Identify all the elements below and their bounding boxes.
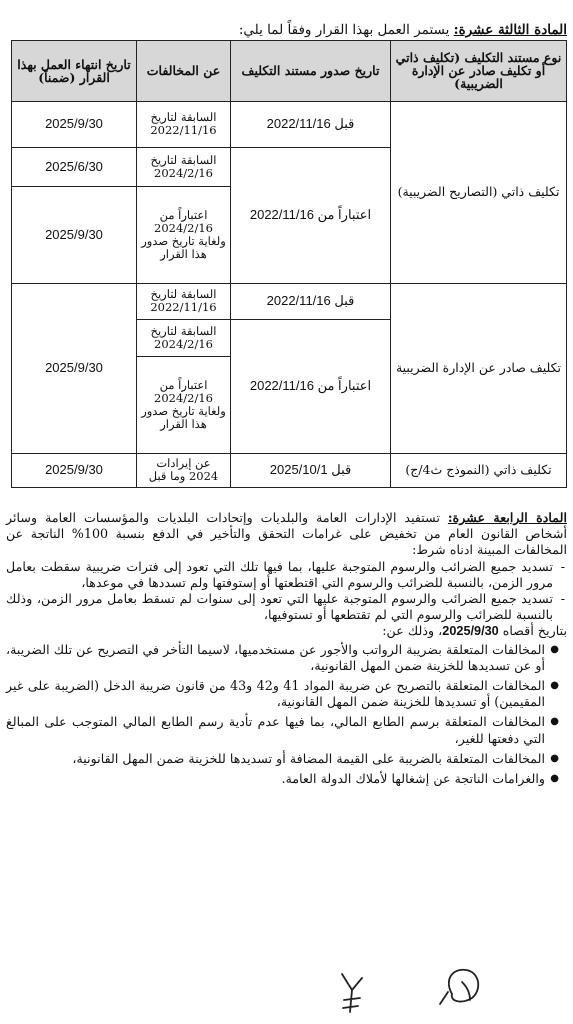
- list-item: ● المخالفات المتعلقة بالتصريح عن ضريبة المواد 41 و42 و43 من قانون ضريبة الدخل (الضريبة على غير المقيمين) أو تسديدها للخزينة ضمن المهل القانونية،: [6, 678, 567, 710]
- table-row: [12, 101, 567, 148]
- article-14-intro-paragraph: [6, 510, 567, 559]
- condition-item: - تسديد جميع الضرائب والرسوم المتوجبة عليها التي تعود إلى سنوات لم تسقط بعامل مرور الزمن، وذلك بالنسبة للضرائب والرسوم التي لم تقتطعها أو تستوفيها،: [6, 591, 567, 623]
- end-date-cell: 2025/9/30: [12, 101, 137, 148]
- article-14-intro: تستفيد الإدارات العامة والبلديات وإتحادات البلديات والمؤسسات العامة وسائر أشخاص القانون العام من تخفيض على غرامات التحقق والتأخير في الدفع بنسبة 100% الناتجة عن المخالفات المبينة ادناه شرط:: [6, 510, 567, 558]
- list-item: ● والغرامات الناتجة عن إشغالها لأملاك الدولة العامة.: [6, 771, 567, 787]
- header-issue-date: تاريخ صدور مستند التكليف: [231, 41, 391, 102]
- table-row: [12, 453, 567, 487]
- end-date-cell: 2025/9/30: [12, 453, 137, 487]
- violation-cell: اعتباراً من 2024/2/16 ولغاية تاريخ صدور هذا القرار: [137, 186, 231, 283]
- assessment-type-cell: تكليف صادر عن الإدارة الضريبية: [391, 283, 567, 453]
- end-date-cell: 2025/9/30: [12, 283, 137, 453]
- issue-date-cell: قبل 2022/11/16: [231, 283, 391, 319]
- deadline-date: 2025/9/30: [442, 624, 499, 639]
- assessment-type-cell: تكليف ذاتي (التصاريح الضريبية): [391, 101, 567, 283]
- conditions-list: [6, 559, 567, 624]
- violation-cell: عن إيرادات 2024 وما قبل: [137, 453, 231, 487]
- violations-list: [6, 642, 567, 788]
- list-item: ● المخالفات المتعلقة بضريبة الرواتب والأجور عن مستخدميها، لاسيما التأخر في التصريح عن تلك الضريبة، أو عن تسديدها للخزينة ضمن المهل القانونية،: [6, 642, 567, 674]
- issue-date-cell: اعتباراً من 2022/11/16: [231, 320, 391, 453]
- violation-cell: السابقة لتاريخ 2024/2/16: [137, 320, 231, 356]
- violation-cell: السابقة لتاريخ 2024/2/16: [137, 148, 231, 186]
- issue-date-cell: قبل 2025/10/1: [231, 453, 391, 487]
- violation-cell: السابقة لتاريخ 2022/11/16: [137, 283, 231, 319]
- header-violations: عن المخالفات: [137, 41, 231, 102]
- issue-date-cell: اعتباراً من 2022/11/16: [231, 148, 391, 284]
- article-13-intro: يستمر العمل بهذا القرار وفقاً لما يلي:: [238, 22, 450, 38]
- deadline-line: [6, 623, 567, 639]
- header-end-date: تاريخ انتهاء العمل بهذا القرار (ضمناً): [12, 41, 137, 102]
- article-14-label: المادة الرابعة عشرة:: [447, 510, 567, 525]
- article-13-label: المادة الثالثة عشرة:: [453, 22, 567, 38]
- handwritten-initials: [0, 960, 573, 1020]
- validity-table: [11, 40, 567, 488]
- list-item: ● المخالفات المتعلقة برسم الطابع المالي، بما فيها عدم تأدية رسم الطابع المالي المتوجب على المبالغ التي دفعتها للغير،: [6, 714, 567, 746]
- article-14: [6, 510, 567, 791]
- end-date-cell: 2025/9/30: [12, 186, 137, 283]
- deadline-suffix: ، وذلك عن:: [382, 623, 443, 639]
- violation-cell: السابقة لتاريخ 2022/11/16: [137, 101, 231, 148]
- table-header-row: [12, 41, 567, 102]
- end-date-cell: 2025/6/30: [12, 148, 137, 186]
- table-row: [12, 283, 567, 319]
- condition-item: - تسديد جميع الضرائب والرسوم المتوجبة عليها، بما فيها تلك التي تعود إلى فترات ضريبية سقطت بعامل مرور الزمن، بالنسبة للضرائب والرسوم التي اقتطعتها أو إستوفتها ولم تسددها في موعدها،: [6, 559, 567, 591]
- issue-date-cell: قبل 2022/11/16: [231, 101, 391, 148]
- deadline-prefix: بتاريخ أقصاه: [502, 623, 567, 639]
- assessment-type-cell: تكليف ذاتي (النموذج ث4/ج): [391, 453, 567, 487]
- violation-cell: اعتباراً من 2024/2/16 ولغاية تاريخ صدور هذا القرار: [137, 356, 231, 453]
- header-assessment-type: نوع مستند التكليف (تكليف ذاتي أو تكليف صادر عن الإدارة الضريبية): [391, 41, 567, 102]
- article-13-heading: [7, 22, 567, 38]
- list-item: ● المخالفات المتعلقة بالضريبة على القيمة المضافة أو تسديدها للخزينة ضمن المهل القانونية،: [6, 751, 567, 767]
